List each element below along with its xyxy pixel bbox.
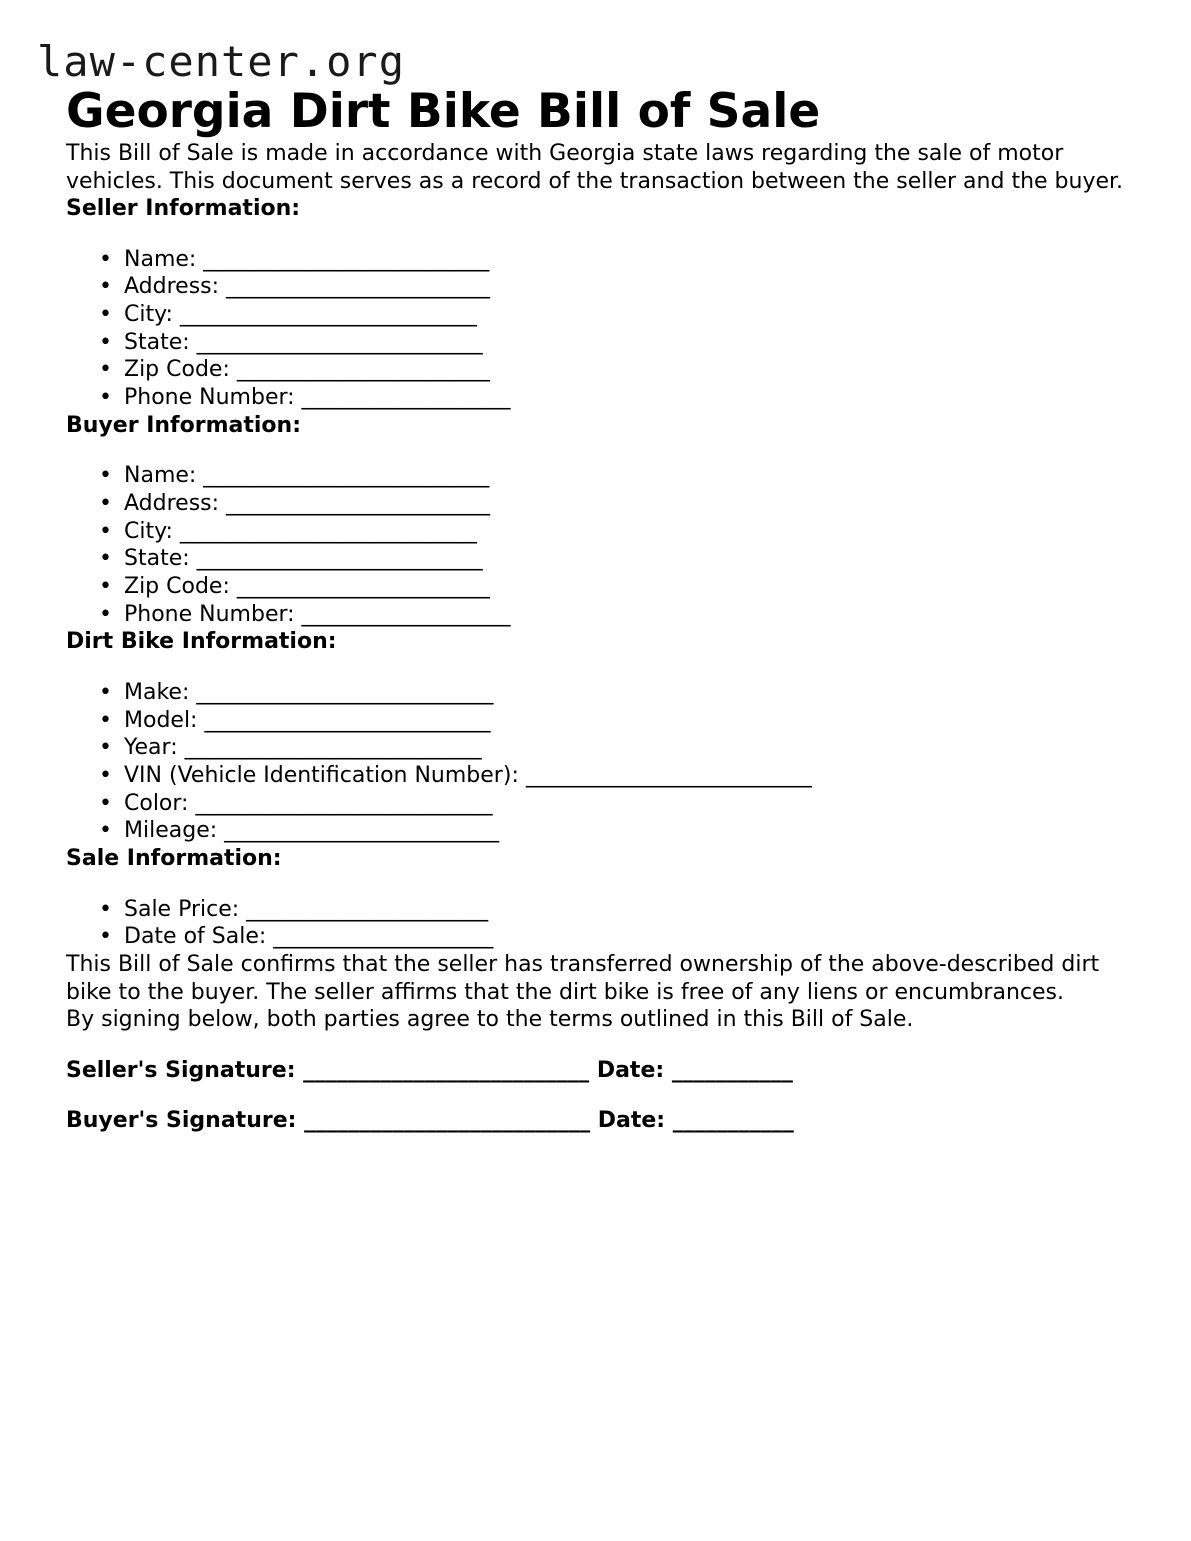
closing-paragraph: This Bill of Sale confirms that the seller has transferred ownership of the above-described dirt bike to the buyer. The seller affirms that the dirt bike is free of any liens or encumbrances.: [66, 952, 1100, 1005]
bullet-icon: •: [99, 329, 112, 355]
bullet-icon: •: [99, 546, 112, 572]
watermark: law-center.org: [37, 37, 406, 86]
bike-model-field[interactable]: • Model: __________________________: [99, 707, 491, 733]
seller-city-field[interactable]: • City: ___________________________: [99, 301, 477, 327]
buyer-signature-line[interactable]: Buyer's Signature: __________________________ Date: ___________: [66, 1108, 794, 1134]
bike-mileage-field[interactable]: • Mileage: _________________________: [99, 818, 500, 844]
bike-color-field[interactable]: • Color: ___________________________: [99, 790, 493, 816]
buyer-fields: [66, 462, 1136, 628]
bullet-icon: •: [99, 818, 112, 844]
sale-price-field[interactable]: • Sale Price: ______________________: [99, 896, 489, 922]
seller-fields: [66, 246, 1136, 412]
bullet-icon: •: [99, 790, 112, 816]
seller-phone-field[interactable]: • Phone Number: ___________________: [99, 385, 511, 411]
bullet-icon: •: [99, 679, 112, 705]
bullet-icon: •: [99, 763, 112, 789]
bullet-icon: •: [99, 518, 112, 544]
seller-name-field[interactable]: • Name: __________________________: [99, 246, 490, 272]
bullet-icon: •: [99, 463, 112, 489]
bullet-icon: •: [99, 924, 112, 950]
bike-section-heading: Dirt Bike Information:: [66, 629, 337, 655]
bullet-icon: •: [99, 490, 112, 516]
buyer-section-heading: Buyer Information:: [66, 412, 301, 438]
sale-section-heading: Sale Information:: [66, 846, 282, 872]
bullet-icon: •: [99, 707, 112, 733]
bullet-icon: •: [99, 385, 112, 411]
bike-fields: [66, 679, 1136, 845]
sale-fields: [66, 896, 1136, 951]
document-body: [66, 84, 1136, 1135]
seller-section-heading: Seller Information:: [66, 196, 301, 221]
bullet-icon: •: [99, 274, 112, 300]
bullet-icon: •: [99, 896, 112, 922]
seller-signature-line[interactable]: Seller's Signature: __________________________ Date: ___________: [66, 1057, 793, 1083]
bike-year-field[interactable]: • Year: ___________________________: [99, 735, 482, 761]
buyer-zip-field[interactable]: • Zip Code: _______________________: [99, 574, 490, 600]
intro-paragraph: This Bill of Sale is made in accordance with Georgia state laws regarding the sale of motor vehicles. This document serves as a record of the transaction between the seller and the buyer.: [66, 141, 1124, 194]
bike-make-field[interactable]: • Make: ___________________________: [99, 679, 494, 705]
buyer-phone-field[interactable]: • Phone Number: ___________________: [99, 601, 511, 627]
bullet-icon: •: [99, 574, 112, 600]
sale-date-field[interactable]: • Date of Sale: ____________________: [99, 924, 494, 950]
document-title: Georgia Dirt Bike Bill of Sale: [66, 84, 821, 139]
seller-address-field[interactable]: • Address: ________________________: [99, 274, 491, 300]
buyer-state-field[interactable]: • State: __________________________: [99, 546, 483, 572]
seller-state-field[interactable]: • State: __________________________: [99, 329, 483, 355]
seller-zip-field[interactable]: • Zip Code: _______________________: [99, 357, 490, 383]
bike-vin-field[interactable]: • VIN (Vehicle Identification Number): __________________________: [99, 763, 812, 789]
bullet-icon: •: [99, 601, 112, 627]
buyer-address-field[interactable]: • Address: ________________________: [99, 490, 491, 516]
bullet-icon: •: [99, 246, 112, 272]
bullet-icon: •: [99, 357, 112, 383]
bullet-icon: •: [99, 735, 112, 761]
bullet-icon: •: [99, 301, 112, 327]
buyer-city-field[interactable]: • City: ___________________________: [99, 518, 477, 544]
agreement-paragraph: By signing below, both parties agree to the terms outlined in this Bill of Sale.: [66, 1007, 914, 1033]
buyer-name-field[interactable]: • Name: __________________________: [99, 463, 490, 489]
